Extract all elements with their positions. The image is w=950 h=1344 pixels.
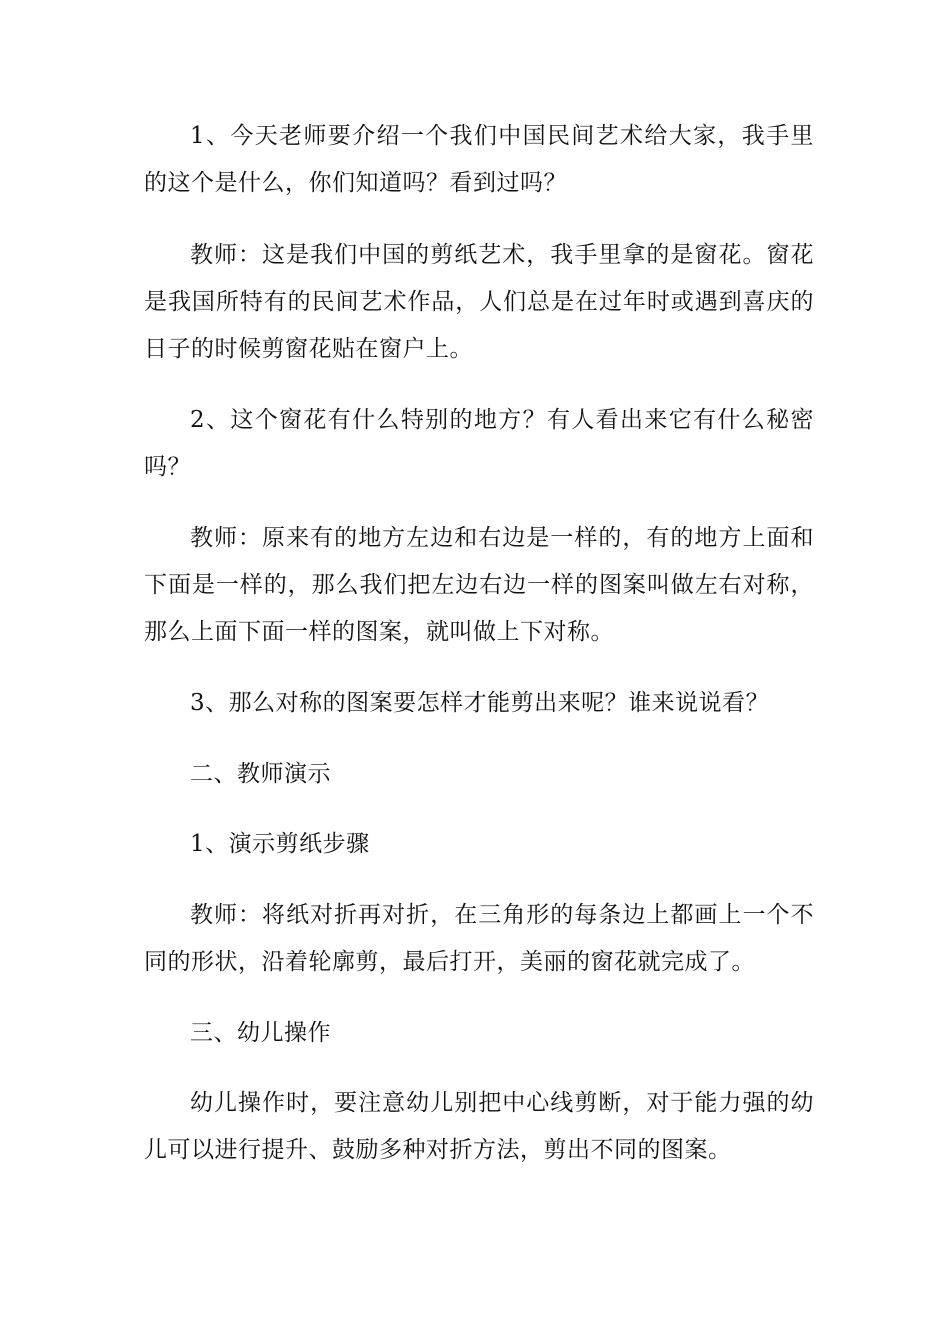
paragraph-teacher-symmetry: 教师：原来有的地方左边和右边是一样的，有的地方上面和下面是一样的，那么我们把左边右边一样的图案叫做左右对称，那么上面下面一样的图案，就叫做上下对称。 — [144, 525, 814, 645]
paragraph-window-flower-question: 2、这个窗花有什么特别的地方？有人看出来它有什么秘密吗？ — [144, 407, 814, 480]
section-heading-demonstration: 二、教师演示 — [190, 761, 331, 787]
subheading-cutting-steps: 1、演示剪纸步骤 — [190, 831, 370, 857]
paragraph-teacher-steps: 教师：将纸对折再对折，在三角形的每条边上都画上一个不同的形状，沿着轮廓剪，最后打开，美丽的窗花就完成了。 — [144, 902, 814, 975]
paragraph-child-operation: 幼儿操作时，要注意幼儿别把中心线剪断，对于能力强的幼儿可以进行提升、鼓励多种对折方法，剪出不同的图案。 — [144, 1090, 814, 1163]
paragraph-intro-question: 1、今天老师要介绍一个我们中国民间艺术给大家，我手里的这个是什么，你们知道吗？看到过吗？ — [144, 123, 814, 196]
paragraph-teacher-paper-cutting: 教师：这是我们中国的剪纸艺术，我手里拿的是窗花。窗花是我国所特有的民间艺术作品，人们总是在过年时或遇到喜庆的日子的时候剪窗花贴在窗户上。 — [144, 242, 814, 362]
paragraph-cut-question: 3、那么对称的图案要怎样才能剪出来呢？谁来说说看？ — [190, 690, 770, 716]
section-heading-child-operation: 三、幼儿操作 — [190, 1020, 331, 1046]
